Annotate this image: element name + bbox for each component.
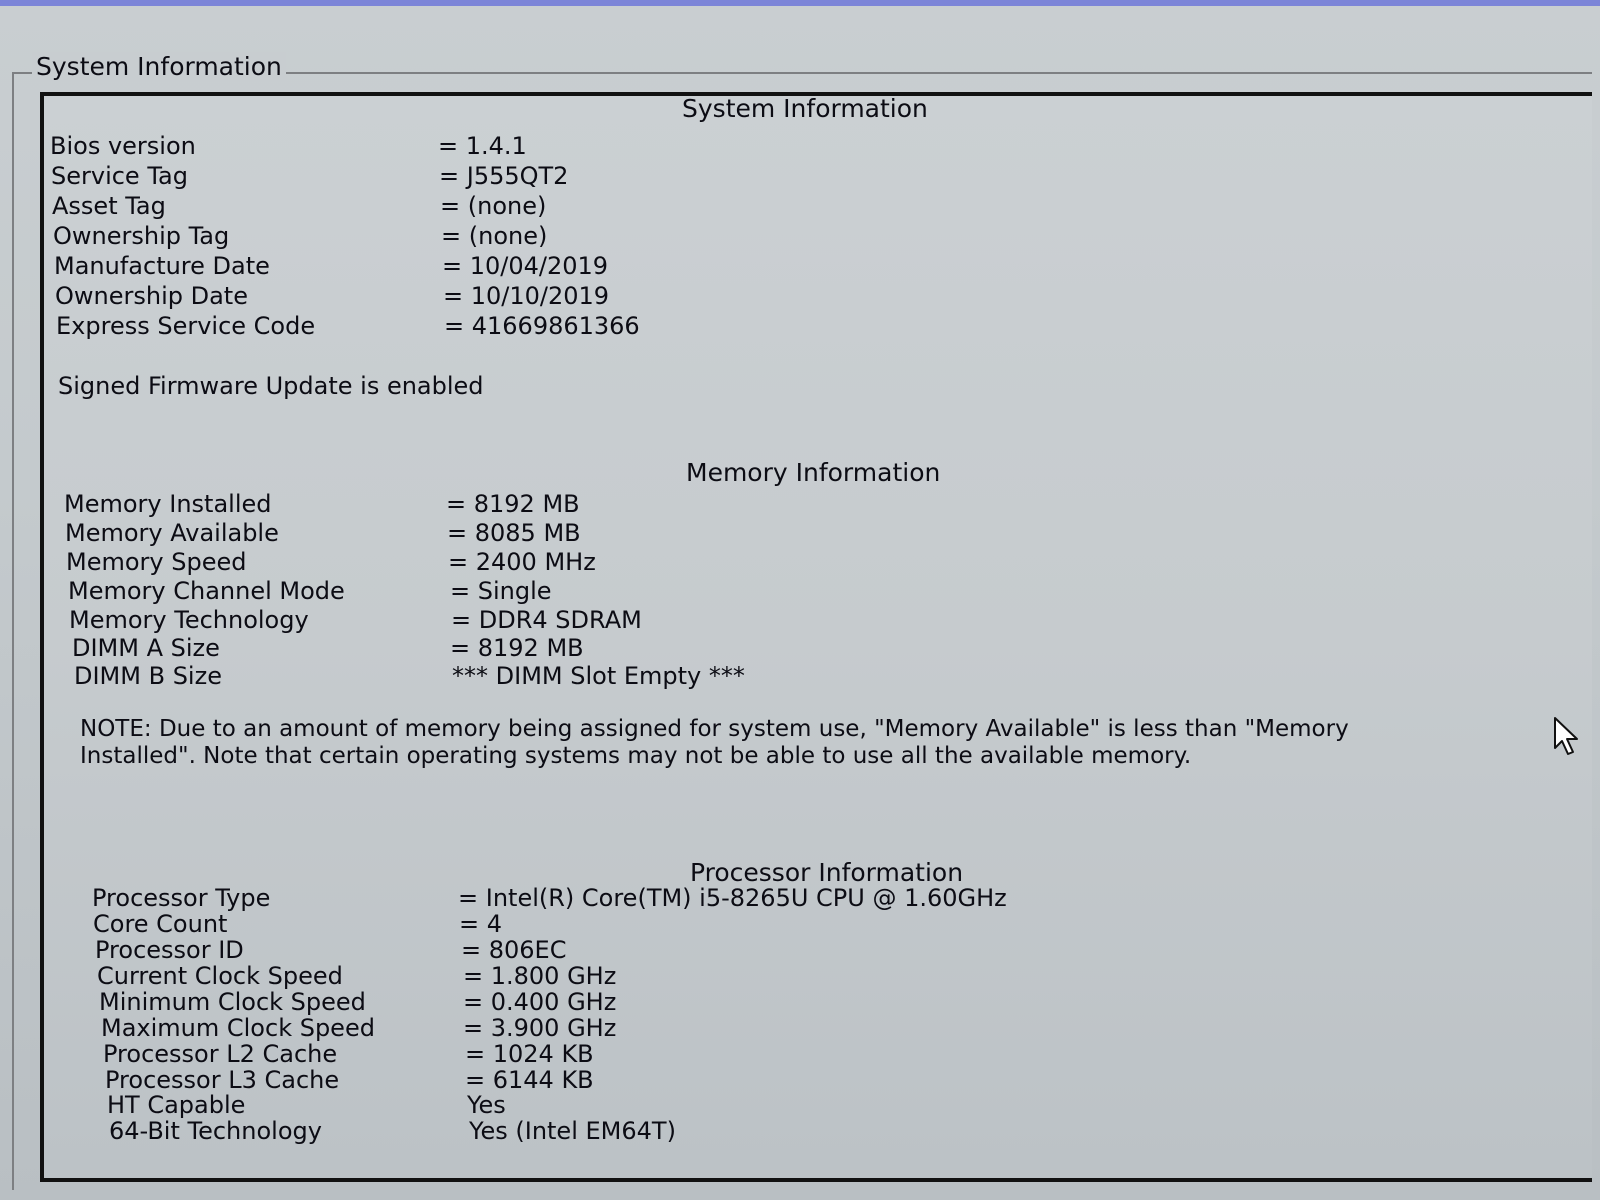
info-label: Maximum Clock Speed — [101, 1014, 375, 1042]
mouse-pointer-icon — [1552, 716, 1586, 758]
info-row-manufacture-date — [54, 252, 954, 282]
info-value: = 2400 MHz — [448, 548, 596, 576]
info-label: Processor ID — [95, 936, 244, 964]
info-row-service-tag — [51, 162, 951, 192]
info-row-dimm-a-size — [72, 634, 972, 664]
memory-note: NOTE: Due to an amount of memory being assigned for system use, "Memory Available" is less than "Memory Installed". Note that certain operating systems may not be able to use all the available memory. — [80, 716, 1349, 769]
info-row-express-service-code — [56, 312, 956, 342]
info-value: = J555QT2 — [439, 162, 569, 190]
info-value: Yes — [467, 1091, 506, 1119]
info-label: Express Service Code — [56, 312, 316, 340]
info-row-memory-channel-mode — [68, 577, 968, 607]
info-value: = 8192 MB — [450, 634, 584, 662]
info-row-dimm-b-size — [74, 662, 974, 692]
groupbox-title: System Information — [32, 52, 286, 81]
info-row-asset-tag — [52, 192, 952, 222]
info-value: = 10/10/2019 — [443, 282, 610, 310]
info-label: Memory Channel Mode — [68, 577, 345, 605]
info-value: = 806EC — [461, 936, 567, 964]
memory-information-heading: Memory Information — [686, 458, 941, 487]
info-label: Bios version — [50, 132, 196, 160]
info-value: = 10/04/2019 — [442, 252, 609, 280]
info-value: = 1.4.1 — [438, 132, 527, 160]
info-label: Processor Type — [92, 884, 271, 912]
info-value: = 4 — [459, 910, 503, 938]
info-label: Processor L3 Cache — [105, 1066, 340, 1094]
info-value: Yes (Intel EM64T) — [469, 1117, 676, 1145]
info-value: = 6144 KB — [465, 1066, 594, 1094]
info-value: = DDR4 SDRAM — [451, 606, 642, 634]
info-value: = 1024 KB — [465, 1040, 594, 1068]
info-label: DIMM B Size — [74, 662, 222, 690]
info-value: = 1.800 GHz — [463, 962, 617, 990]
info-label: 64-Bit Technology — [109, 1117, 322, 1145]
info-value: = (none) — [441, 222, 548, 250]
info-row-memory-installed — [64, 490, 964, 520]
info-label: HT Capable — [107, 1091, 246, 1119]
info-value: = (none) — [440, 192, 547, 220]
info-value: = 8085 MB — [447, 519, 581, 547]
info-label: Memory Installed — [64, 490, 272, 518]
info-label: Asset Tag — [52, 192, 166, 220]
info-row-ownership-date — [55, 282, 955, 312]
info-row-memory-available — [65, 519, 965, 549]
info-value: = Single — [450, 577, 552, 605]
info-row-ownership-tag — [53, 222, 953, 252]
info-value: = 8192 MB — [446, 490, 580, 518]
info-row-memory-speed — [66, 548, 966, 578]
info-label: Ownership Date — [55, 282, 248, 310]
info-value: = Intel(R) Core(TM) i5-8265U CPU @ 1.60GHz — [458, 884, 1007, 912]
info-value: = 3.900 GHz — [463, 1014, 617, 1042]
signed-firmware-status: Signed Firmware Update is enabled — [58, 372, 484, 400]
info-label: Minimum Clock Speed — [99, 988, 366, 1016]
info-label: Ownership Tag — [53, 222, 230, 250]
processor-information-heading: Processor Information — [690, 858, 964, 887]
info-value: = 41669861366 — [444, 312, 640, 340]
info-label: Core Count — [93, 910, 228, 938]
info-row-bios-version — [50, 132, 950, 162]
info-label: Service Tag — [51, 162, 188, 190]
info-value: = 0.400 GHz — [463, 988, 617, 1016]
info-label: Memory Available — [65, 519, 279, 547]
info-label: Current Clock Speed — [97, 962, 343, 990]
info-row-memory-technology — [69, 606, 969, 636]
info-label: DIMM A Size — [72, 634, 220, 662]
info-label: Memory Speed — [66, 548, 247, 576]
info-label: Memory Technology — [69, 606, 309, 634]
info-value: *** DIMM Slot Empty *** — [452, 662, 745, 690]
info-row-64-bit-technology — [109, 1117, 1009, 1147]
info-label: Manufacture Date — [54, 252, 270, 280]
system-information-heading: System Information — [682, 94, 928, 123]
top-accent-strip — [0, 0, 1600, 6]
info-label: Processor L2 Cache — [103, 1040, 338, 1068]
